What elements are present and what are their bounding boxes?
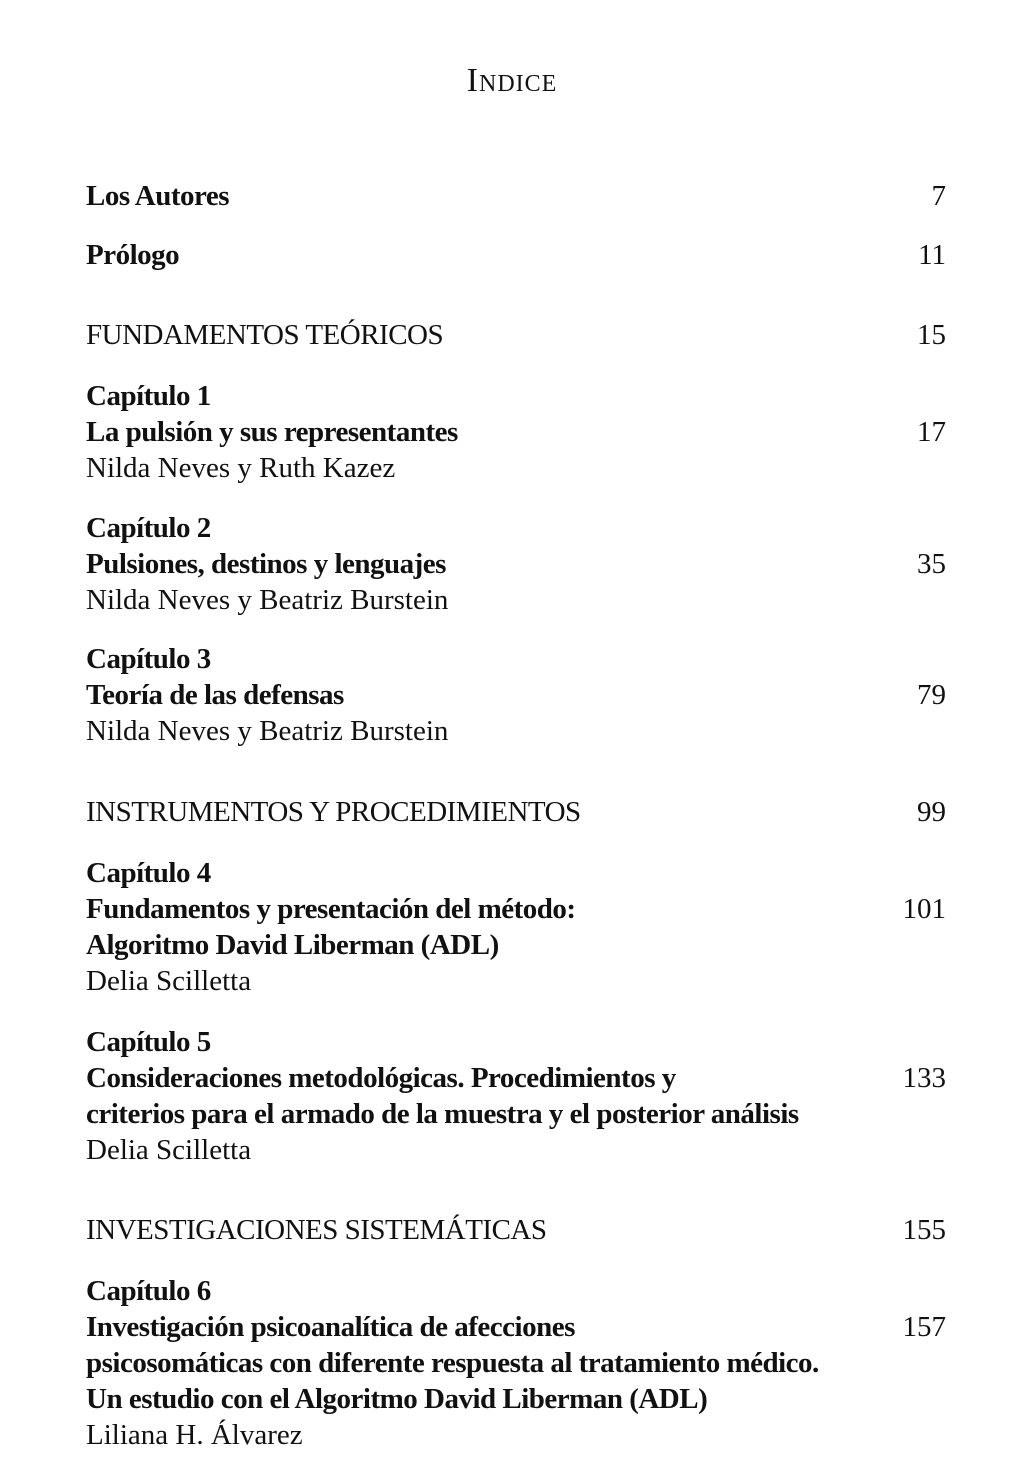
chapter-label: Capítulo 1 [86,380,211,412]
chapter-title-line-3: Un estudio con el Algoritmo David Liberman (ADL) [86,1383,708,1415]
toc-chapter-3[interactable] [86,641,946,749]
chapter-label: Capítulo 3 [86,643,211,675]
toc-entry-prologo[interactable] [86,237,946,273]
page-number: 11 [918,239,946,271]
section-heading-fundamentos[interactable] [86,317,946,353]
chapter-title-line-1: Investigación psicoanalítica de afecciones [86,1311,575,1343]
chapter-title-line-2: psicosomáticas con diferente respuesta al tratamiento médico. [86,1347,819,1379]
section-heading-label: INSTRUMENTOS Y PROCEDIMIENTOS [86,796,581,828]
toc-chapter-6[interactable] [86,1273,946,1453]
page-number: 157 [902,1311,946,1343]
page-number: 101 [902,893,946,925]
chapter-label: Capítulo 5 [86,1026,211,1058]
section-heading-label: INVESTIGACIONES SISTEMÁTICAS [86,1214,547,1246]
chapter-authors: Nilda Neves y Ruth Kazez [86,452,396,484]
section-heading-investigaciones[interactable] [86,1212,946,1248]
chapter-title: Pulsiones, destinos y lenguajes [86,548,446,580]
section-heading-instrumentos[interactable] [86,794,946,830]
toc-entry-los-autores[interactable] [86,178,946,214]
chapter-title-line-1: Fundamentos y presentación del método: [86,893,576,925]
toc-entry-label: Prólogo [86,239,180,271]
toc-chapter-1[interactable] [86,378,946,486]
chapter-label: Capítulo 6 [86,1275,211,1307]
page-number: 17 [917,416,946,448]
chapter-title-line-2: criterios para el armado de la muestra y el posterior análisis [86,1098,799,1130]
page-title: Indice [466,62,558,99]
chapter-title: La pulsión y sus representantes [86,416,458,448]
chapter-label: Capítulo 4 [86,857,211,889]
chapter-title: Teoría de las defensas [86,679,344,711]
chapter-authors: Delia Scilletta [86,965,252,997]
page-number: 155 [902,1214,946,1246]
toc-chapter-2[interactable] [86,510,946,618]
page-number: 133 [902,1062,946,1094]
chapter-title-line-1: Consideraciones metodológicas. Procedimientos y [86,1062,676,1094]
chapter-authors: Liliana H. Álvarez [86,1419,303,1451]
chapter-authors: Delia Scilletta [86,1134,252,1166]
toc-entry-label: Los Autores [86,180,230,212]
page-number: 7 [931,180,946,212]
section-heading-label: FUNDAMENTOS TEÓRICOS [86,319,444,351]
toc-chapter-5[interactable] [86,1024,946,1168]
toc-chapter-4[interactable] [86,855,946,999]
chapter-title-line-2: Algoritmo David Liberman (ADL) [86,929,499,961]
chapter-authors: Nilda Neves y Beatriz Burstein [86,715,449,747]
chapter-label: Capítulo 2 [86,512,211,544]
page-number: 79 [917,679,946,711]
chapter-authors: Nilda Neves y Beatriz Burstein [86,584,449,616]
page-number: 99 [917,796,946,828]
page-number: 35 [917,548,946,580]
page-number: 15 [917,319,946,351]
